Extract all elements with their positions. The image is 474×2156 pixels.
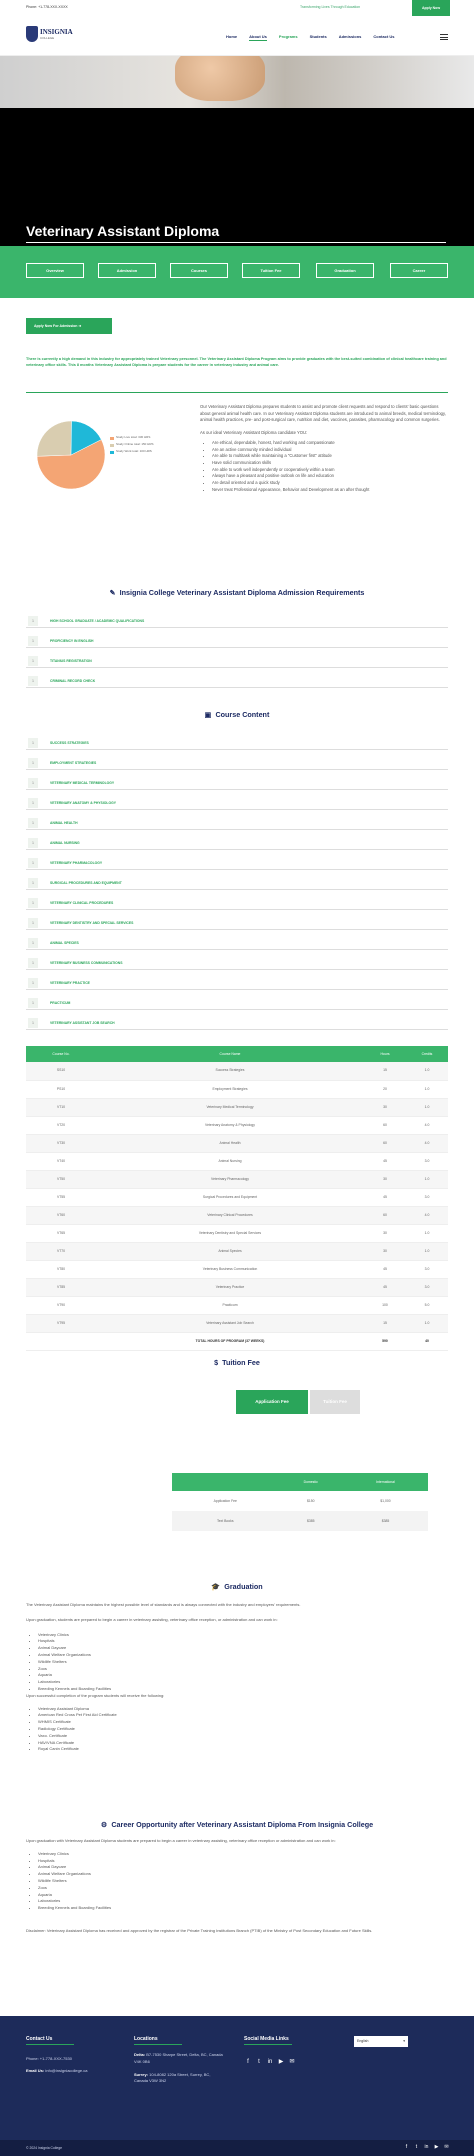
hero-banner <box>0 56 474 246</box>
list-item[interactable]: 1 VETERINARY ANATOMY & PHYSIOLOGY <box>26 796 448 810</box>
footer-phone[interactable]: Phone: +1-778-XXX-7530 <box>26 2056 72 2061</box>
tab-courses[interactable]: Courses <box>170 263 228 278</box>
tab-tuition-fee[interactable]: Tuition Fee <box>242 263 300 278</box>
career-title: ⚙ Career Opportunity after Veterinary Assistant Diploma From Insignia College <box>100 1820 374 1829</box>
table-row: VT20 Veterinary Anatomy & Physiology 60 4.0 <box>26 1116 448 1134</box>
table-row: VT50 Veterinary Pharmacology 30 1.0 <box>26 1170 448 1188</box>
graduation-cap-icon: 🎓 <box>211 1582 221 1591</box>
copyright: © 2024 Insignia College <box>26 2146 63 2150</box>
pie-legend <box>110 436 154 457</box>
list-item[interactable]: 1 TITANIUS REGISTRATION <box>26 654 448 668</box>
twitter-icon[interactable]: t <box>258 2059 260 2065</box>
brand-name: INSIGNIA <box>40 28 73 36</box>
nav-item-students[interactable]: Students <box>309 34 327 39</box>
dollar-icon: $ <box>214 1358 219 1367</box>
twitter-icon[interactable]: t <box>415 2144 418 2150</box>
hours-pie-chart <box>36 420 106 490</box>
nav-item-admissions[interactable]: Admissions <box>338 34 362 39</box>
program-description: Our Veterinary Assistant Diploma prepares students to assist and promote client requests and respond to clients' basic questions about general animal health care. In our Veterinary Assistant Diploma students are introduced to animal breeds, medical terminology, animal health practices, pre- and post-surgical care, nutrition and diet, vaccines, parasites, pharmacology and common surgeries. As our ideal Veterinary Assistant Diploma candidate YOU: • Are ethical, dependable, honest, hard working and compassionate • Are an active community minded individual • Are able to multitask while maintaining a "Customer first" attitude • Have solid communication skills • Are able to work well independently or cooperatively within a team • Always have a pleasant and positive outlook on life and education • Are detail oriented and a quick study • Never treat Professional Appearance, Behavior and Development as an after thought <box>200 404 450 494</box>
program-intro: There is currently a high demand in this industry for appropriately trained Veterinary personnel. The Veterinary Assistant Diploma Program aims to provide graduates with the best-suited combination of clinical healthcare training and veterinary office skills. This 8 months Veterinary Assistant Diploma is prepare students for the career in veterinary industry and animal care. <box>26 357 447 368</box>
graduation-content: The Veterinary Assistant Diploma maintains the highest possible level of standards and is always connected with the industry and employers' requirements. Upon graduation, students are prepared to begin a career in veterinary assisting, veterinary office reception, or administration and can work in: • Veterinary Clinics • Hospitals • Animal Daycare • Animal Welfare Organizations • Wildlife Shelters • Zoos • Aquaria • Laboratories • Breeding Kennels and Boarding Facilities Upon successful completion of the program students will receive the following: • Veterinary Assistant Diploma • American Red Cross Pet First Aid Certificate • WHMIS Certificate • Radiology Certificate • Vaxo. Certificate • HAV/VNA Certificate • Royal Canin Certificate <box>26 1602 448 1753</box>
list-item[interactable]: 1 VETERINARY CLINICAL PROCEDURES <box>26 896 448 910</box>
top-slogan: Transforming Lives Through Education <box>300 5 361 9</box>
table-row: PS10 Employment Strategies 20 1.0 <box>26 1080 448 1098</box>
table-row: VT80 Veterinary Business Communication 45 3.0 <box>26 1260 448 1278</box>
table-row: SS10 Success Strategies 15 1.0 <box>26 1062 448 1080</box>
facebook-icon[interactable]: f <box>405 2144 408 2150</box>
nav-item-about[interactable]: About Us <box>249 34 267 39</box>
list-item[interactable]: 1 PROFICIENCY IN ENGLISH <box>26 634 448 648</box>
list-item[interactable]: 1 SURGICAL PROCEDURES AND EQUIPMENT <box>26 876 448 890</box>
table-row: VT70 Animal Species 30 1.0 <box>26 1242 448 1260</box>
table-row: VT10 Veterinary Medical Terminology 30 1.0 <box>26 1098 448 1116</box>
table-row: VT65 Veterinary Dentistry and Special Services 30 1.0 <box>26 1224 448 1242</box>
table-row: VT85 Veterinary Practice 45 3.0 <box>26 1278 448 1296</box>
disclaimer: Disclaimer: Veterinary Assistant Diploma has received and approved by the registrar of the Private Training Institutions Branch (PTIB) of the Ministry of Post Secondary Education and Future Skills. <box>26 1927 373 1933</box>
footer-email[interactable]: info@insigniacollege.ca <box>45 2067 88 2073</box>
apply-admission-button[interactable]: Apply Now For Admission ➜ <box>26 318 112 334</box>
nav-item-home[interactable]: Home <box>226 34 238 39</box>
table-total-row: TOTAL HOURS OF PROGRAM (37 WEEKS) 590 40 <box>26 1332 448 1350</box>
tab-admission[interactable]: Admission <box>98 263 156 278</box>
requirements-title: ✎ Insignia College Veterinary Assistant Diploma Admission Requirements <box>109 588 365 597</box>
list-item[interactable]: 1 VETERINARY PRACTICE <box>26 976 448 990</box>
linkedin-icon[interactable]: in <box>267 2059 273 2065</box>
career-content: Upon graduation with Veterinary Assistant Diploma students are prepared to begin a career in veterinary assisting, veterinary office reception or administration and can work in: • Veterinary Clinics • Hospitals • Animal Daycare • Animal Welfare Organizations • Wildlife Shelters • Zoos • Aquaria • Laboratories • Breeding Kennels and Boarding Facilities Disclaimer: Veterinary Assistant Diploma has received and approved by the registrar of the Private Training Institutions Branch (PTIB) of the Ministry of Post Secondary Education and Future Skills. <box>26 1838 448 1935</box>
table-header: Domestic International <box>172 1473 428 1491</box>
language-select[interactable]: English ▾ <box>354 2036 408 2047</box>
email-icon[interactable]: ✉ <box>289 2059 295 2065</box>
hero-photo <box>0 56 474 108</box>
list-item[interactable]: 1 VETERINARY PHARMACOLOGY <box>26 856 448 870</box>
gear-icon: ⚙ <box>100 1820 108 1829</box>
table-row: Application Fee $150 $1,000 <box>213 1498 391 1503</box>
list-item[interactable]: 1 ANIMAL HEALTH <box>26 816 448 830</box>
candidate-list: • Are ethical, dependable, honest, hard working and compassionate • Are an active community minded individual • Are able to multitask while maintaining a "Customer first" attitude • Have solid communication skills • Are able to work well independently or cooperatively within a team • Always have a pleasant and positive outlook on life and education • Are detail oriented and a quick study • Never treat Professional Appearance, Behavior and Development as an after thought <box>212 440 450 494</box>
table-row: VT60 Veterinary Clinical Procedures 60 4.0 <box>26 1206 448 1224</box>
list-item[interactable]: 1 CRIMINAL RECORD CHECK <box>26 674 448 688</box>
table-row: VT40 Animal Nursing 45 3.0 <box>26 1152 448 1170</box>
arrow-right-icon: ➜ <box>78 324 82 328</box>
copyright-bar <box>0 2140 474 2156</box>
menu-icon[interactable] <box>440 34 448 40</box>
table-row: VT90 Practicum 100 5.0 <box>26 1296 448 1314</box>
tab-graduation[interactable]: Graduation <box>316 263 374 278</box>
top-apply-button[interactable]: Apply Now <box>412 0 450 16</box>
table-row: VT30 Animal Health 60 4.0 <box>26 1134 448 1152</box>
edit-icon: ✎ <box>109 588 116 597</box>
list-item[interactable]: 1 ANIMAL SPECIES <box>26 936 448 950</box>
tuition-fee-button[interactable]: Tuition Fee <box>310 1390 360 1414</box>
brand-sub: COLLEGE <box>40 36 55 40</box>
nav-item-contact[interactable]: Contact Us <box>373 34 395 39</box>
facebook-icon[interactable]: f <box>247 2059 249 2065</box>
table-row: VT95 Veterinary Assistant Job Search 15 1.0 <box>26 1314 448 1332</box>
list-item[interactable]: 1 ANIMAL NURSING <box>26 836 448 850</box>
list-item[interactable]: 1 VETERINARY ASSISTANT JOB SEARCH <box>26 1016 448 1030</box>
course-content-title: ▣ Course Content <box>204 710 270 719</box>
youtube-icon[interactable]: ▶ <box>434 2144 439 2150</box>
list-item[interactable]: 1 SUCCESS STRATEGIES <box>26 736 448 750</box>
linkedin-icon[interactable]: in <box>424 2144 429 2150</box>
legend-item: Study Live total: 330 HRS <box>110 436 154 440</box>
pie-slice-study-online <box>37 421 72 456</box>
social-links <box>244 2058 299 2066</box>
legend-item: Study Online total: 150 HRS <box>110 443 154 447</box>
list-item[interactable]: 1 HIGH SCHOOL GRADUATE / ACADEMIC QUALIFICATIONS <box>26 614 448 628</box>
tab-overview[interactable]: Overview <box>26 263 84 278</box>
page-title: Veterinary Assistant Diploma <box>26 223 220 239</box>
application-fee-button[interactable]: Application Fee <box>236 1390 308 1414</box>
list-item[interactable]: 1 EMPLOYMENT STRATEGIES <box>26 756 448 770</box>
legend-item: Study Work total: 100 HRS <box>110 450 154 454</box>
top-phone[interactable]: Phone: +1-778-XXX-XXXX <box>26 5 68 9</box>
logo[interactable] <box>26 26 74 46</box>
table-header: Course No. Course Name Hours Credits <box>26 1046 448 1062</box>
top-bar <box>0 0 474 16</box>
main-nav <box>0 16 474 56</box>
shield-icon <box>26 26 38 42</box>
bottom-social <box>400 2144 450 2151</box>
list-item[interactable]: 1 VETERINARY MEDICAL TERMINOLOGY <box>26 776 448 790</box>
section-tabs <box>0 246 474 298</box>
nav-menu <box>226 34 395 41</box>
list-item[interactable]: 1 VETERINARY DENTISTRY AND SPECIAL SERVICES <box>26 916 448 930</box>
table-row: VT55 Surgical Procedures and Equipment 45 3.0 <box>26 1188 448 1206</box>
table-row: Text Books $385 $385 <box>172 1511 428 1531</box>
tab-career[interactable]: Career <box>390 263 448 278</box>
footer: Contact Us Phone: +1-778-XXX-7530 Email Us: info@insigniacollege.ca Locations Delta: B7-7530 Sharpe Street, Delta, BC, Canada V4K 0B6 Surrey: 104-8082 120a Street, Surrey, BC, Canada V3W 3N2 Social Media Links f t in ▶ ✉ English ▾ <box>0 2016 474 2140</box>
book-icon: ▣ <box>204 710 212 719</box>
fee-table <box>172 1473 428 1531</box>
list-item[interactable]: 1 PRACTICUM <box>26 996 448 1010</box>
email-icon[interactable]: ✉ <box>444 2144 449 2150</box>
nav-item-programs[interactable]: Programs <box>278 34 298 39</box>
tuition-title: $ Tuition Fee <box>214 1358 260 1367</box>
graduation-title: 🎓 Graduation <box>211 1582 263 1591</box>
course-table <box>26 1046 448 1351</box>
list-item[interactable]: 1 VETERINARY BUSINESS COMMUNICATIONS <box>26 956 448 970</box>
youtube-icon[interactable]: ▶ <box>278 2059 284 2065</box>
